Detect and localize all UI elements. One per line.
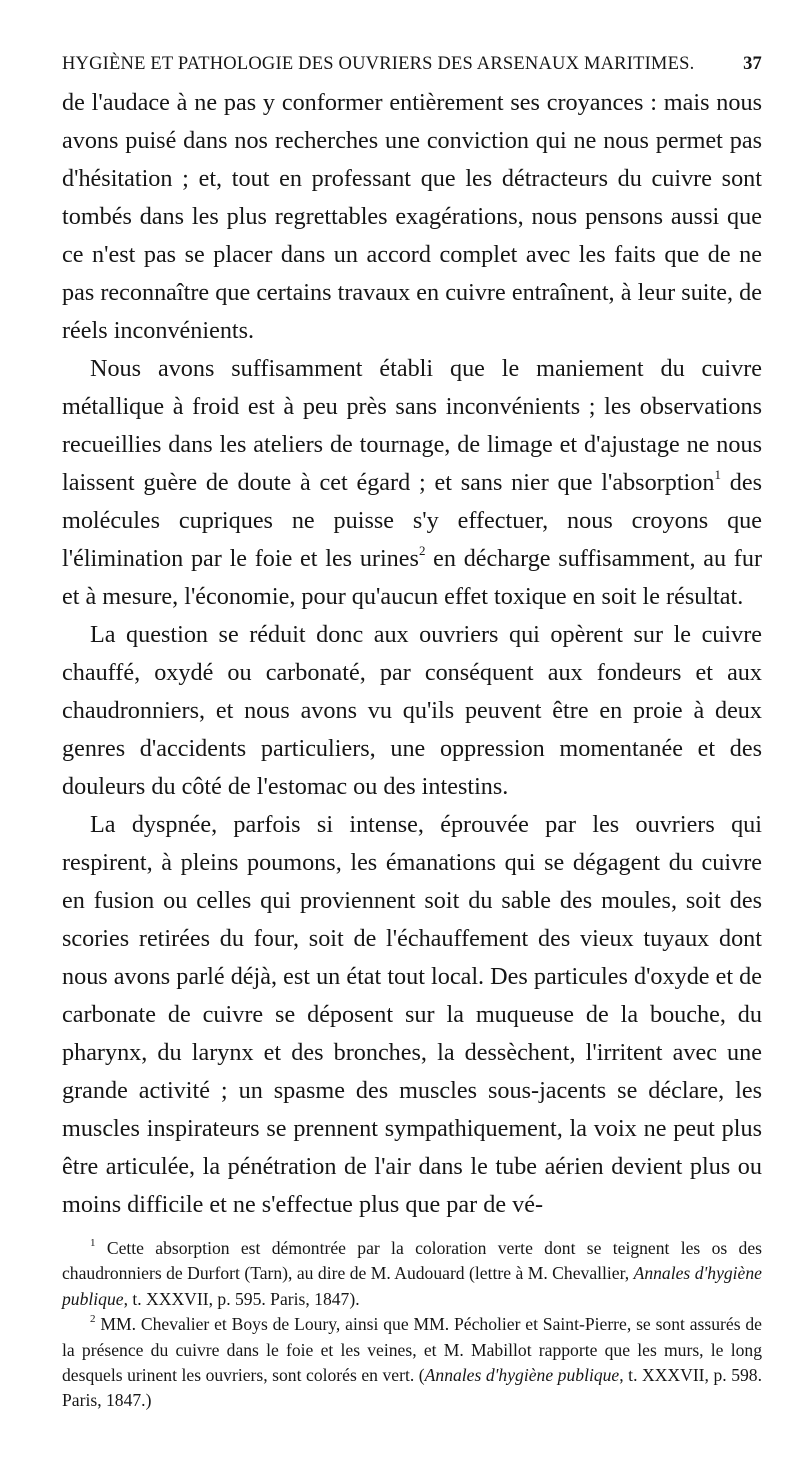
footnote-mark-2: 2 xyxy=(90,1313,96,1326)
footnote-1 xyxy=(62,1236,762,1312)
footnotes xyxy=(62,1236,762,1414)
paragraph-2-part-3: en décharge suffisamment, au fur et à mesure, l'économie, pour qu'aucun effet toxique en soit le résultat. xyxy=(62,545,762,610)
footnote-mark-1: 1 xyxy=(90,1237,96,1250)
footnote-2-citation: Annales d'hygiène publique xyxy=(424,1365,620,1386)
main-text xyxy=(62,84,762,1224)
footnote-1-text-b: , t. XXXVII, p. 595. Paris, 1847). xyxy=(123,1288,360,1309)
footnote-2 xyxy=(62,1312,762,1414)
paragraph-2-part-1: Nous avons suffisamment établi que le maniement du cuivre métallique à froid est à peu près sans inconvénients ; les observations recueillies dans les ateliers de tournage, de limage et d'ajustage ne nous laissent guère de doute à cet égard ; et sans nier que l'absorption xyxy=(62,355,762,496)
paragraph-4: La dyspnée, parfois si intense, éprouvée par les ouvriers qui respirent, à pleins poumons, les émanations qui se dégagent du cuivre en fusion ou celles qui proviennent soit du sable des moules, soit des scories retirées du four, soit de l'échauffement des vieux tuyaux dont nous avons parlé déjà, est un état tout local. Des particules d'oxyde et de carbonate de cuivre se déposent sur la muqueuse de la bouche, du pharynx, du larynx et des bronches, la dessèchent, l'irritent avec une grande activité ; un spasme des muscles sous-jacents se déclare, les muscles inspirateurs se prennent sympathiquement, la voix ne peut plus être articulée, la pénétration de l'air dans le tube aérien devient plus ou moins difficile et ne s'effectue plus que par de vé- xyxy=(62,811,762,1218)
running-header xyxy=(62,54,762,75)
paragraph-2-part-2: des molécules cupriques ne puisse s'y effectuer, nous croyons que l'élimination par le foie et les urines xyxy=(62,469,762,572)
footnote-2-text-a: MM. Chevalier et Boys de Loury, ainsi que MM. Pécholier et Saint-Pierre, se sont assurés de la présence du cuivre dans le foie et les veines, et M. Mabillot rapporte que les murs, le long desquels urinent les ouvriers, sont colorés en vert. ( xyxy=(62,1314,762,1386)
footnote-ref-1[interactable]: 1 xyxy=(714,466,721,482)
paragraph-3: La question se réduit donc aux ouvriers qui opèrent sur le cuivre chauffé, oxydé ou carbonaté, par conséquent aux fondeurs et aux chaudronniers, et nous avons vu qu'ils peuvent être en proie à deux genres d'accidents particuliers, une oppression momentanée et des douleurs du côté de l'estomac ou des intestins. xyxy=(62,621,762,800)
footnote-ref-2[interactable]: 2 xyxy=(418,542,426,558)
footnote-1-citation: Annales d'hygiène publique xyxy=(62,1263,762,1309)
footnote-2-text-b: , t. XXXVII, p. 598. Paris, 1847.) xyxy=(62,1365,762,1411)
footnote-1-text-a: Cette absorption est démontrée par la coloration verte dont se teignent les os des chaudronniers de Durfort (Tarn), au dire de M. Audouard (lettre à M. Chevallier, xyxy=(62,1238,763,1284)
paragraph-1: de l'audace à ne pas y conformer entièrement ses croyances : mais nous avons puisé dans nos recherches une conviction qui ne nous permet pas d'hésitation ; et, tout en professant que les détracteurs du cuivre sont tombés dans les plus regrettables exagérations, nous pensons aussi que ce n'est pas se placer dans un accord complet avec les faits que de ne pas reconnaître que certains travaux en cuivre entraînent, à leur suite, de réels inconvénients. xyxy=(62,89,762,344)
paragraph-2 xyxy=(62,350,762,616)
running-title: HYGIÈNE ET PATHOLOGIE DES OUVRIERS DES ARSENAUX MARITIMES. xyxy=(62,54,695,74)
page-number: 37 xyxy=(743,54,762,74)
